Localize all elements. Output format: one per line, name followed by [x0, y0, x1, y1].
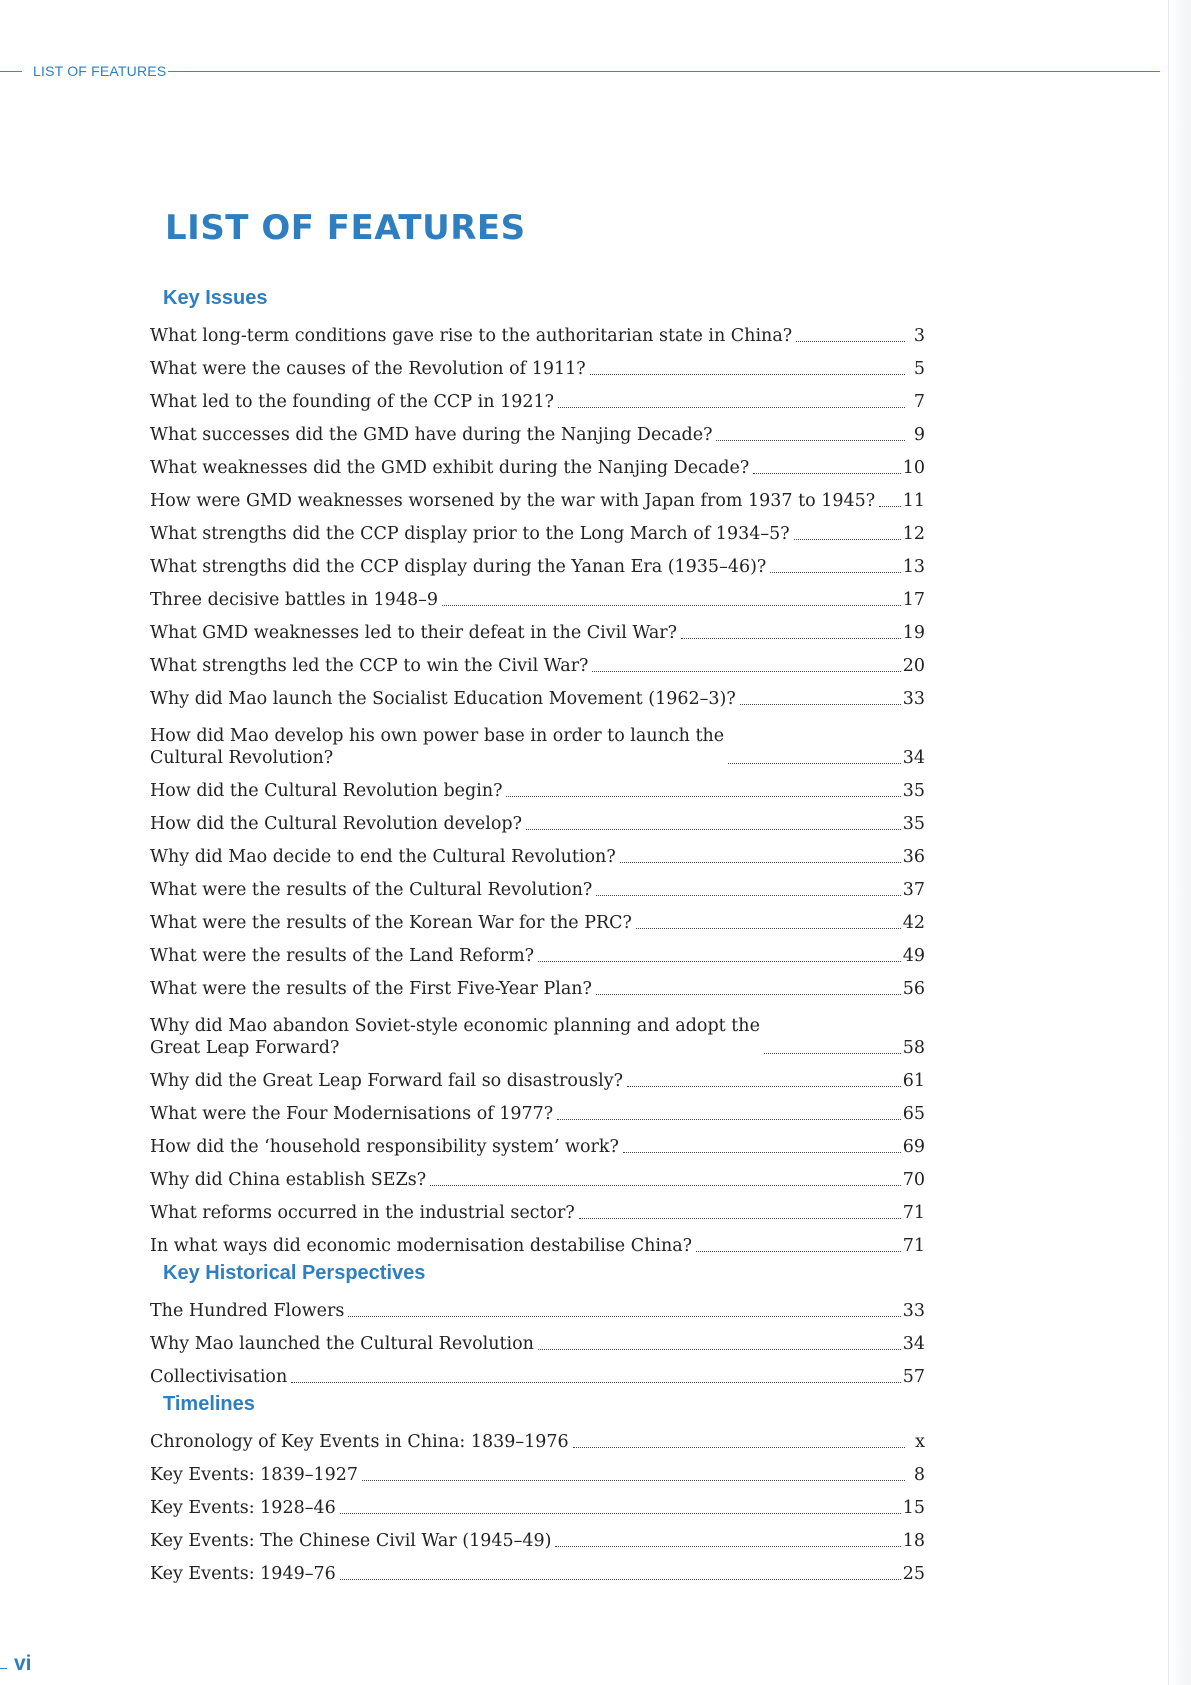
- toc-page-number: x: [915, 1432, 925, 1452]
- toc-entry[interactable]: [150, 1355, 925, 1388]
- toc-entry-line: What were the results of the First Five-Year Plan?: [150, 979, 592, 999]
- running-head: [0, 62, 1160, 82]
- toc-page-number: 15: [902, 1498, 925, 1518]
- toc-entry-title: [150, 879, 594, 901]
- toc-entry-line: Why did Mao abandon Soviet-style economic planning and adopt the: [150, 1016, 760, 1036]
- toc-entry-line: Collectivisation: [150, 1367, 288, 1387]
- toc-entry[interactable]: [150, 347, 925, 380]
- toc-entry-title: [150, 325, 794, 347]
- toc-entry-title: [150, 1300, 346, 1322]
- toc-entry-line: How did Mao develop his own power base in order to launch the: [150, 726, 725, 746]
- toc-entry[interactable]: [150, 1519, 925, 1552]
- folio-tick: [0, 1668, 7, 1669]
- toc-entry-line: How did the Cultural Revolution begin?: [150, 781, 503, 801]
- toc-page-number: 9: [913, 425, 925, 445]
- toc-page-number: 35: [902, 814, 925, 834]
- dot-leader: [291, 1382, 900, 1383]
- toc-entry-title: [150, 1333, 536, 1355]
- toc-entry-line: Three decisive battles in 1948–9: [150, 590, 438, 610]
- dot-leader: [696, 1251, 901, 1252]
- toc-entry-line: Cultural Revolution?: [150, 748, 334, 768]
- dot-leader: [590, 374, 905, 375]
- toc-entry-line: What were the causes of the Revolution of 1911?: [150, 359, 586, 379]
- toc-page-number: 20: [902, 656, 925, 676]
- toc-entry[interactable]: [150, 835, 925, 868]
- dot-leader: [362, 1480, 905, 1481]
- toc-entry-line: In what ways did economic modernisation destabilise China?: [150, 1236, 693, 1256]
- toc-entry-line: What were the results of the Land Reform?: [150, 946, 535, 966]
- toc-entry-line: What led to the founding of the CCP in 1921?: [150, 392, 555, 412]
- toc-entry-title: [150, 945, 536, 967]
- toc-entry-line: Why did the Great Leap Forward fail so disastrously?: [150, 1071, 624, 1091]
- toc-page-number: 33: [902, 1301, 925, 1321]
- toc-entry-line: Why did China establish SEZs?: [150, 1170, 427, 1190]
- toc-entry-title: [150, 780, 504, 802]
- section-heading: Key Historical Perspectives: [163, 1262, 426, 1284]
- toc-page-number: 7: [913, 392, 925, 412]
- toc-entry[interactable]: [150, 512, 925, 545]
- toc-page-number: 37: [902, 880, 925, 900]
- toc-entry-line: What were the Four Modernisations of 1977?: [150, 1104, 554, 1124]
- dot-leader: [636, 928, 901, 929]
- toc-page-number: 61: [902, 1071, 925, 1091]
- toc-page-number: 33: [902, 689, 925, 709]
- toc-entry[interactable]: [150, 1224, 925, 1257]
- toc-entry[interactable]: [150, 1552, 925, 1585]
- toc-entry-line: What successes did the GMD have during the Nanjing Decade?: [150, 425, 713, 445]
- toc-entry-line: Chronology of Key Events in China: 1839–1976: [150, 1432, 569, 1452]
- toc-entry-line: Key Events: 1839–1927: [150, 1465, 358, 1485]
- toc-page-number: 5: [913, 359, 925, 379]
- dot-leader: [627, 1086, 901, 1087]
- dot-leader: [573, 1447, 905, 1448]
- page-title: LIST OF FEATURES: [165, 208, 526, 248]
- toc-entry[interactable]: [150, 1191, 925, 1224]
- toc-page-number: 12: [902, 524, 925, 544]
- toc-entry-line: Key Events: The Chinese Civil War (1945–49): [150, 1531, 552, 1551]
- toc-entry[interactable]: [150, 1125, 925, 1158]
- section-heading: Key Issues: [163, 287, 268, 309]
- dot-leader: [340, 1579, 901, 1580]
- toc-entry[interactable]: [150, 967, 925, 1000]
- toc-entry-line: Key Events: 1949–76: [150, 1564, 336, 1584]
- toc-entry[interactable]: [150, 677, 925, 710]
- dot-leader: [592, 671, 900, 672]
- toc-entry[interactable]: [150, 1158, 925, 1191]
- toc-entry-line: How did the ‘household responsibility system’ work?: [150, 1137, 619, 1157]
- dot-leader: [596, 994, 901, 995]
- toc-entry[interactable]: [150, 446, 925, 479]
- toc-page-number: 18: [902, 1531, 925, 1551]
- toc-entry-title: [150, 457, 751, 479]
- toc-entry[interactable]: [150, 769, 925, 802]
- toc-entry[interactable]: [150, 1000, 925, 1059]
- toc-entry[interactable]: [150, 644, 925, 677]
- toc-page-number: 3: [913, 326, 925, 346]
- dot-leader: [526, 829, 901, 830]
- dot-leader: [538, 1349, 901, 1350]
- running-head-label: LIST OF FEATURES: [33, 63, 167, 79]
- toc-page-number: 57: [902, 1367, 925, 1387]
- toc-entry-line: Great Leap Forward?: [150, 1038, 340, 1058]
- toc-entry[interactable]: [150, 578, 925, 611]
- toc-entry-title: [150, 358, 588, 380]
- toc-entry-title: [150, 1202, 577, 1224]
- toc-entry-title: [150, 589, 440, 611]
- toc-entry[interactable]: [150, 1059, 925, 1092]
- dot-leader: [716, 440, 905, 441]
- toc-page-number: 13: [902, 557, 925, 577]
- toc-page-number: 49: [902, 946, 925, 966]
- toc-entry-title: [150, 1103, 555, 1125]
- toc-entry-title: [150, 424, 714, 446]
- toc-entry-title: [150, 725, 726, 769]
- dot-leader: [753, 473, 900, 474]
- toc-entry-title: [150, 1169, 428, 1191]
- dot-leader: [506, 796, 900, 797]
- toc-page-number: 8: [913, 1465, 925, 1485]
- toc-page-number: 19: [902, 623, 925, 643]
- dot-leader: [579, 1218, 901, 1219]
- toc-entry-title: [150, 978, 594, 1000]
- toc-entry-line: What strengths did the CCP display prior to the Long March of 1934–5?: [150, 524, 790, 544]
- dot-leader: [764, 1053, 901, 1054]
- dot-leader: [538, 961, 901, 962]
- toc-entry-line: The Hundred Flowers: [150, 1301, 345, 1321]
- toc-entry-title: [150, 1563, 338, 1585]
- toc-entry-line: What GMD weaknesses led to their defeat in the Civil War?: [150, 623, 678, 643]
- toc-entry[interactable]: [150, 479, 925, 512]
- toc-entry[interactable]: [150, 1420, 925, 1453]
- toc-entry[interactable]: [150, 545, 925, 578]
- section-heading: Timelines: [163, 1393, 255, 1415]
- toc-page-number: 58: [902, 1038, 925, 1058]
- toc-entry[interactable]: [150, 1453, 925, 1486]
- toc-entry[interactable]: [150, 413, 925, 446]
- toc-entry[interactable]: [150, 1322, 925, 1355]
- toc-entry[interactable]: [150, 611, 925, 644]
- toc-entry-title: [150, 846, 618, 868]
- toc-entry-title: [150, 1015, 762, 1059]
- toc-page-number: 36: [902, 847, 925, 867]
- toc-page-number: 65: [902, 1104, 925, 1124]
- page-edge-shadow: [1168, 0, 1191, 1685]
- dot-leader: [794, 539, 901, 540]
- dot-leader: [770, 572, 900, 573]
- toc-entry-line: Key Events: 1928–46: [150, 1498, 336, 1518]
- dot-leader: [620, 862, 901, 863]
- toc-entry[interactable]: [150, 802, 925, 835]
- toc-entry-line: How did the Cultural Revolution develop?: [150, 814, 522, 834]
- dot-leader: [681, 638, 901, 639]
- dot-leader: [442, 605, 901, 606]
- toc-entry-title: [150, 912, 634, 934]
- dot-leader: [796, 341, 905, 342]
- toc-entry[interactable]: [150, 1289, 925, 1322]
- toc-entry-line: Why did Mao decide to end the Cultural Revolution?: [150, 847, 616, 867]
- toc-entry-title: [150, 1530, 553, 1552]
- toc-entry-title: [150, 556, 768, 578]
- running-head-tick: [0, 71, 22, 72]
- toc-entry-title: [150, 1366, 289, 1388]
- toc-entry-line: What were the results of the Cultural Revolution?: [150, 880, 593, 900]
- toc-page-number: 71: [902, 1236, 925, 1256]
- toc-page-number: 69: [902, 1137, 925, 1157]
- toc-entry-title: [150, 622, 679, 644]
- dot-leader: [558, 407, 905, 408]
- dot-leader: [623, 1152, 901, 1153]
- running-head-rule: [168, 71, 1160, 72]
- toc-entry-line: Why Mao launched the Cultural Revolution: [150, 1334, 534, 1354]
- toc-entry[interactable]: [150, 1486, 925, 1519]
- toc-entry-line: Why did Mao launch the Socialist Education Movement (1962–3)?: [150, 689, 736, 709]
- toc-entry-title: [150, 1464, 360, 1486]
- toc-page-number: 10: [902, 458, 925, 478]
- toc-entry-title: [150, 813, 524, 835]
- toc-page-number: 35: [902, 781, 925, 801]
- dot-leader: [740, 704, 901, 705]
- toc-page-number: 56: [902, 979, 925, 999]
- toc-entry-title: [150, 688, 738, 710]
- toc-page-number: 42: [902, 913, 925, 933]
- toc-entry-line: What strengths led the CCP to win the Civil War?: [150, 656, 589, 676]
- dot-leader: [596, 895, 900, 896]
- toc-entry-line: How were GMD weaknesses worsened by the war with Japan from 1937 to 1945?: [150, 491, 876, 511]
- dot-leader: [430, 1185, 901, 1186]
- toc-entry-line: What long-term conditions gave rise to the authoritarian state in China?: [150, 326, 793, 346]
- toc-entry-title: [150, 1497, 338, 1519]
- dot-leader: [348, 1316, 900, 1317]
- toc-entry-line: What strengths did the CCP display during the Yanan Era (1935–46)?: [150, 557, 767, 577]
- toc-entry-title: [150, 391, 556, 413]
- toc-page-number: 70: [902, 1170, 925, 1190]
- toc-page-number: 34: [902, 748, 925, 768]
- dot-leader: [555, 1546, 900, 1547]
- toc-entry-title: [150, 523, 792, 545]
- table-of-contents: [150, 282, 925, 1585]
- toc-page-number: 11: [902, 491, 925, 511]
- toc-entry[interactable]: [150, 868, 925, 901]
- dot-leader: [728, 763, 901, 764]
- page-number: vi: [14, 1652, 32, 1675]
- toc-entry[interactable]: [150, 710, 925, 769]
- toc-entry-line: What weaknesses did the GMD exhibit during the Nanjing Decade?: [150, 458, 750, 478]
- toc-entry[interactable]: [150, 314, 925, 347]
- toc-entry[interactable]: [150, 901, 925, 934]
- dot-leader: [557, 1119, 901, 1120]
- toc-page-number: 25: [902, 1564, 925, 1584]
- toc-entry-line: What reforms occurred in the industrial sector?: [150, 1203, 575, 1223]
- toc-entry[interactable]: [150, 380, 925, 413]
- toc-entry-title: [150, 1431, 571, 1453]
- toc-page-number: 71: [902, 1203, 925, 1223]
- toc-entry-title: [150, 1070, 625, 1092]
- dot-leader: [879, 506, 901, 507]
- toc-entry-line: What were the results of the Korean War for the PRC?: [150, 913, 632, 933]
- dot-leader: [340, 1513, 901, 1514]
- toc-entry[interactable]: [150, 1092, 925, 1125]
- toc-entry[interactable]: [150, 934, 925, 967]
- toc-entry-title: [150, 655, 590, 677]
- toc-page-number: 17: [902, 590, 925, 610]
- toc-entry-title: [150, 490, 877, 512]
- toc-entry-title: [150, 1235, 694, 1257]
- toc-entry-title: [150, 1136, 621, 1158]
- toc-page-number: 34: [902, 1334, 925, 1354]
